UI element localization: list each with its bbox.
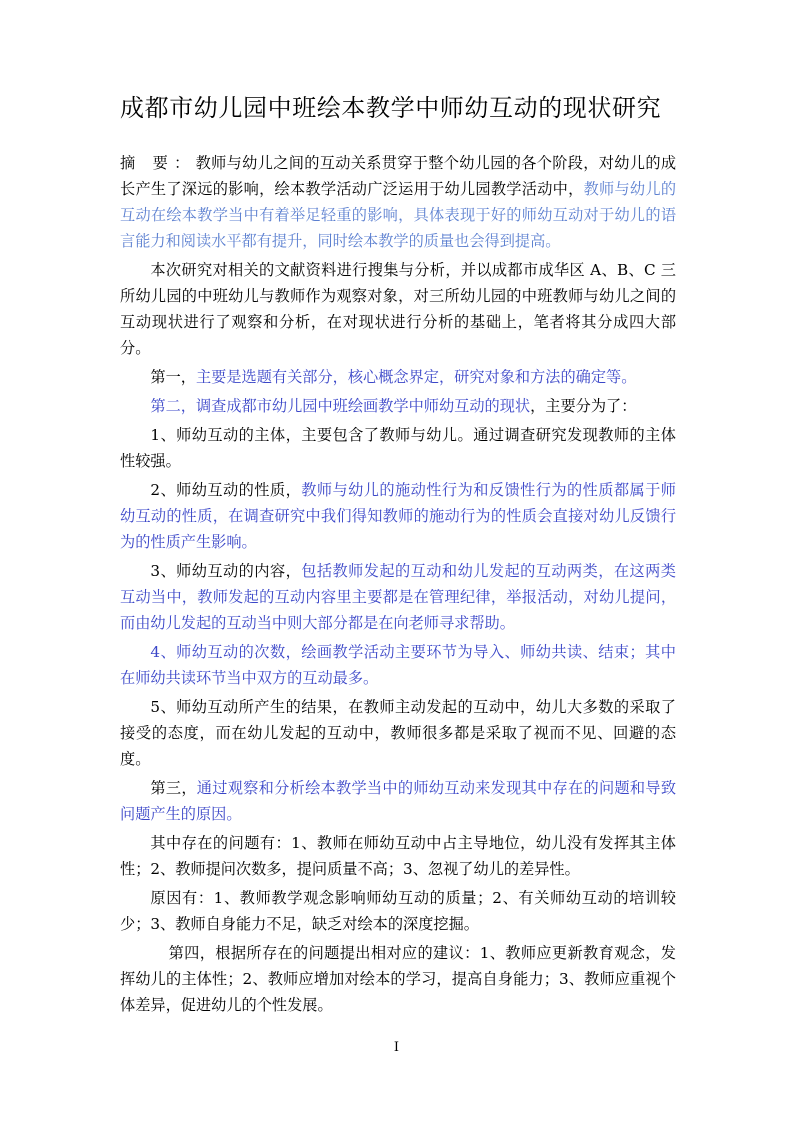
paragraph-study-overview: 本次研究对相关的文献资料进行搜集与分析，并以成都市成华区 A、B、C 三所幼儿园的中班幼儿与教师作为观察对象，对三所幼儿园的中班教师与幼儿之间的互动现状进行了观察和分析，在对现状进行分析的基础上，笔者将其分成四大部分。 bbox=[120, 261, 676, 357]
document-body bbox=[120, 150, 676, 1021]
paragraph-item-subject: 1、师幼互动的主体，主要包含了教师与幼儿。通过调查研究发现教师的主体性较强。 bbox=[120, 426, 676, 470]
paragraph-part-one bbox=[120, 364, 676, 390]
paragraph-part-two bbox=[120, 393, 676, 419]
part-three-label: 第三， bbox=[150, 779, 197, 797]
paragraph-item-frequency: 4、师幼互动的次数，绘画教学活动主要环节为导入、师幼共读、结束；其中在师幼共读环节当中双方的互动最多。 bbox=[120, 643, 676, 687]
part-one-text: 主要是选题有关部分，核心概念界定，研究对象和方法的确定等。 bbox=[195, 368, 637, 386]
paragraph-part-three bbox=[120, 775, 676, 827]
paragraph-causes: 原因有：1、教师教学观念影响师幼互动的质量；2、有关师幼互动的培训较少；3、教师自身能力不足，缺乏对绘本的深度挖掘。 bbox=[120, 889, 676, 933]
paragraph-problems: 其中存在的问题有：1、教师在师幼互动中占主导地位，幼儿没有发挥其主体性；2、教师提问次数多，提问质量不高；3、忽视了幼儿的差异性。 bbox=[120, 834, 676, 878]
abstract-paragraph bbox=[120, 150, 676, 254]
paragraph-part-four: 第四，根据所存在的问题提出相对应的建议：1、教师应更新教育观念，发挥幼儿的主体性；2、教师应增加对绘本的学习，提高自身能力；3、教师应重视个体差异，促进幼儿的个性发展。 bbox=[120, 944, 676, 1014]
abstract-highlight-text: 教师与幼儿的互动在绘本教学当中有着举足轻重的影响，具体表现于好的师幼互动对于幼儿的语言能力和阅读水平都有提升，同时绘本教学的质量也会得到提高。 bbox=[120, 180, 677, 250]
abstract-text: 教师与幼儿之间的互动关系贯穿于整个幼儿园的各个阶段，对幼儿的成长产生了深远的影响，绘本教学活动广泛运用于幼儿园教学活动中， bbox=[120, 154, 677, 198]
part-one-label: 第一， bbox=[150, 368, 196, 386]
item-nature-label: 2、师幼互动的性质， bbox=[150, 481, 302, 499]
item-content-text: 包括教师发起的互动和幼儿发起的互动两类，在这两类互动当中，教师发起的互动内容里主要都是在管理纪律，举报活动，对幼儿提问，而由幼儿发起的互动当中则大部分都是在向老师寻求帮助。 bbox=[120, 562, 676, 632]
part-two-heading: 第二，调查成都市幼儿园中班绘画教学中师幼互动的现状 bbox=[150, 397, 531, 415]
abstract-label: 摘 要： bbox=[120, 154, 196, 172]
part-three-text: 通过观察和分析绘本教学当中的师幼互动来发现其中存在的问题和导致问题产生的原因。 bbox=[120, 779, 677, 823]
part-two-text: ，主要分为了： bbox=[530, 397, 637, 415]
paragraph-item-result: 5、师幼互动所产生的结果，在教师主动发起的互动中，幼儿大多数的采取了接受的态度，而在幼儿发起的互动中，教师很多都是采取了视而不见、回避的态度。 bbox=[120, 698, 676, 768]
item-nature-text: 教师与幼儿的施动性行为和反馈性行为的性质都属于师幼互动的性质，在调查研究中我们得知教师的施动行为的性质会直接对幼儿反馈行为的性质产生影响。 bbox=[120, 481, 676, 551]
page-number: I bbox=[393, 1040, 400, 1055]
document-title: 成都市幼儿园中班绘本教学中师幼互动的现状研究 bbox=[120, 94, 662, 122]
paragraph-item-content bbox=[120, 558, 676, 636]
item-content-label: 3、师幼互动的内容， bbox=[150, 562, 302, 580]
paragraph-item-nature bbox=[120, 477, 676, 555]
